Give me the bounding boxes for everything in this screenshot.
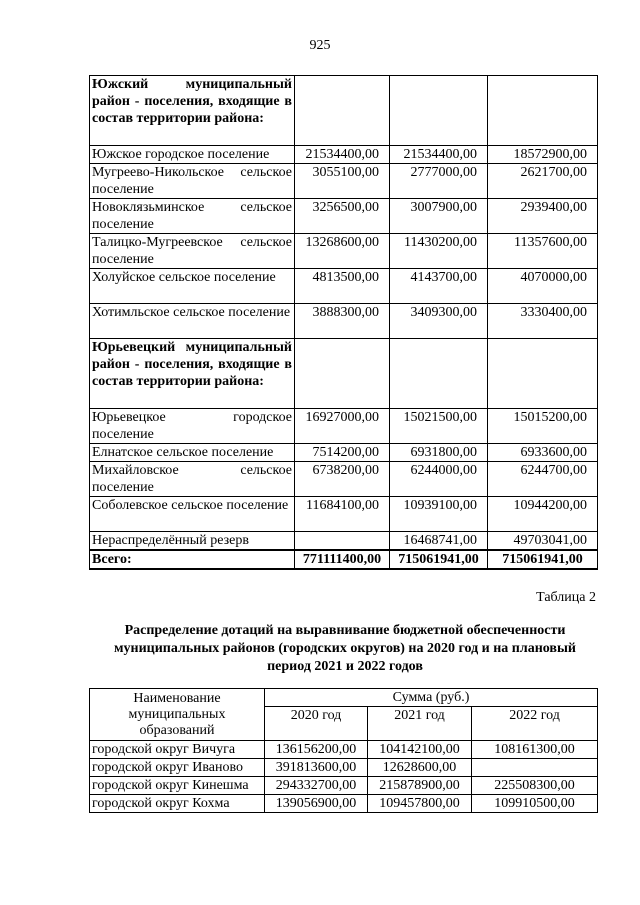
value-2022 <box>488 76 598 146</box>
settlement-name: Михайловское сельское поселение <box>90 462 295 497</box>
value-2020: 7514200,00 <box>295 444 390 462</box>
total-label: Всего: <box>90 550 295 569</box>
value-2022: 109910500,00 <box>472 795 598 813</box>
table-row <box>90 462 598 497</box>
value-2021 <box>390 339 488 409</box>
value-2022: 18572900,00 <box>488 146 598 164</box>
settlement-name: Мугреево-Никольское сельское поселение <box>90 164 295 199</box>
value-2021: 3409300,00 <box>390 304 488 339</box>
value-2022: 6244700,00 <box>488 462 598 497</box>
value-2020: 6738200,00 <box>295 462 390 497</box>
settlements-table <box>89 75 598 570</box>
total-row <box>90 550 598 569</box>
value-2021: 12628600,00 <box>368 759 472 777</box>
table-row <box>90 497 598 532</box>
total-2020: 771111400,00 <box>295 550 390 569</box>
table-row <box>90 759 598 777</box>
district-heading-row <box>90 339 598 409</box>
value-2022: 225508300,00 <box>472 777 598 795</box>
district-heading-row <box>90 76 598 146</box>
value-2021 <box>390 76 488 146</box>
value-2020 <box>295 76 390 146</box>
value-2021: 3007900,00 <box>390 199 488 234</box>
table-row <box>90 532 598 551</box>
value-2022: 108161300,00 <box>472 741 598 759</box>
table-row <box>90 444 598 462</box>
table-title: Распределение дотаций на выравнивание бюджетной обеспеченности муниципальных районов (городских округов) на 2020 год и на плановый период 2021 и 2022 годов <box>114 623 576 674</box>
value-2021: 6931800,00 <box>390 444 488 462</box>
settlement-name: Юрьевецкий муниципальный район - поселения, входящие в состав территории района: <box>90 339 295 409</box>
settlement-name: Холуйское сельское поселение <box>90 269 295 304</box>
value-2021: 6244000,00 <box>390 462 488 497</box>
value-2022: 2939400,00 <box>488 199 598 234</box>
year-header: 2022 год <box>472 707 598 741</box>
table-caption: Таблица 2 <box>536 590 596 605</box>
value-2020: 391813600,00 <box>265 759 368 777</box>
value-2021: 2777000,00 <box>390 164 488 199</box>
table-row <box>90 164 598 199</box>
settlement-name: Елнатское сельское поселение <box>90 444 295 462</box>
table-row <box>90 304 598 339</box>
value-2020 <box>295 339 390 409</box>
total-2021: 715061941,00 <box>390 550 488 569</box>
total-2022: 715061941,00 <box>488 550 598 569</box>
value-2022: 3330400,00 <box>488 304 598 339</box>
settlement-name: Южский муниципальный район - поселения, входящие в состав территории района: <box>90 76 295 146</box>
settlement-name: Соболевское сельское поселение <box>90 497 295 532</box>
value-2020: 16927000,00 <box>295 409 390 444</box>
table-row <box>90 777 598 795</box>
table-row <box>90 741 598 759</box>
value-2022: 10944200,00 <box>488 497 598 532</box>
value-2021: 16468741,00 <box>390 532 488 551</box>
value-2020: 11684100,00 <box>295 497 390 532</box>
value-2021: 10939100,00 <box>390 497 488 532</box>
value-2022: 4070000,00 <box>488 269 598 304</box>
value-2021: 11430200,00 <box>390 234 488 269</box>
value-2022 <box>488 339 598 409</box>
value-2022: 11357600,00 <box>488 234 598 269</box>
value-2021: 215878900,00 <box>368 777 472 795</box>
value-2020: 13268600,00 <box>295 234 390 269</box>
value-2020: 3256500,00 <box>295 199 390 234</box>
district-name: городской округ Кинешма <box>90 777 265 795</box>
header-name-cell: Наименование муниципальных образований <box>90 689 265 741</box>
value-2022: 49703041,00 <box>488 532 598 551</box>
value-2020: 136156200,00 <box>265 741 368 759</box>
header-sum-cell: Сумма (руб.) <box>265 689 598 707</box>
settlement-name: Южское городское поселение <box>90 146 295 164</box>
value-2021: 109457800,00 <box>368 795 472 813</box>
table-row <box>90 795 598 813</box>
value-2021: 4143700,00 <box>390 269 488 304</box>
year-header: 2021 год <box>368 707 472 741</box>
value-2022: 6933600,00 <box>488 444 598 462</box>
page-number: 925 <box>309 38 331 53</box>
value-2022: 2621700,00 <box>488 164 598 199</box>
value-2022: 15015200,00 <box>488 409 598 444</box>
value-2021: 21534400,00 <box>390 146 488 164</box>
districts-table <box>89 688 598 813</box>
value-2020: 139056900,00 <box>265 795 368 813</box>
district-name: городской округ Вичуга <box>90 741 265 759</box>
settlement-name: Нераспределённый резерв <box>90 532 295 551</box>
table-row <box>90 146 598 164</box>
table-row <box>90 234 598 269</box>
district-name: городской округ Иваново <box>90 759 265 777</box>
value-2020: 21534400,00 <box>295 146 390 164</box>
value-2020: 3888300,00 <box>295 304 390 339</box>
settlement-name: Новоклязьминское сельское поселение <box>90 199 295 234</box>
settlement-name: Юрьевецкое городское поселение <box>90 409 295 444</box>
table-row <box>90 409 598 444</box>
year-header: 2020 год <box>265 707 368 741</box>
settlement-name: Талицко-Мугреевское сельское поселение <box>90 234 295 269</box>
table-row <box>90 269 598 304</box>
value-2020 <box>295 532 390 551</box>
value-2020: 3055100,00 <box>295 164 390 199</box>
value-2020: 294332700,00 <box>265 777 368 795</box>
district-name: городской округ Кохма <box>90 795 265 813</box>
value-2021: 104142100,00 <box>368 741 472 759</box>
value-2020: 4813500,00 <box>295 269 390 304</box>
value-2021: 15021500,00 <box>390 409 488 444</box>
table-row <box>90 199 598 234</box>
value-2022 <box>472 759 598 777</box>
settlement-name: Хотимльское сельское поселение <box>90 304 295 339</box>
